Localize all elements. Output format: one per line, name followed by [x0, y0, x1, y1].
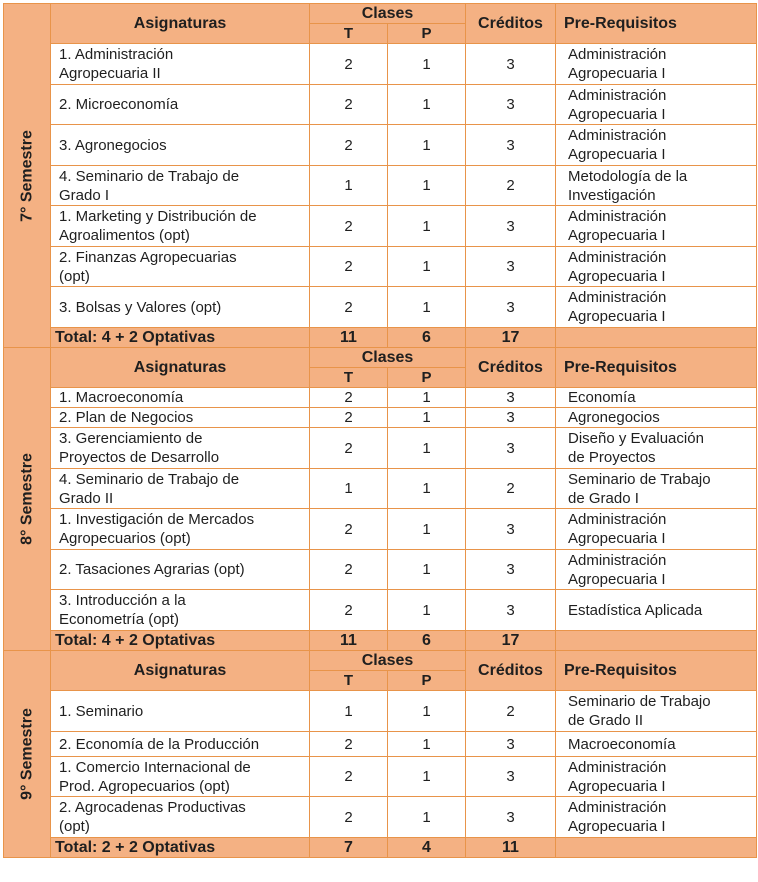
credits-cell: 3	[466, 408, 556, 428]
semester-label-cell	[4, 348, 51, 651]
credits-cell: 2	[466, 691, 556, 732]
total-practice: 6	[388, 631, 466, 651]
prerequisite-cell: Administración Agropecuaria I	[556, 125, 757, 166]
practice-hours-cell: 1	[388, 797, 466, 838]
table-row	[4, 408, 757, 428]
subject-cell: 2. Tasaciones Agrarias (opt)	[51, 550, 310, 590]
table-row	[4, 206, 757, 247]
credits-cell: 3	[466, 125, 556, 166]
semester-label: 8° Semestre	[18, 453, 36, 545]
practice-hours-cell: 1	[388, 85, 466, 125]
practice-hours-cell: 1	[388, 125, 466, 166]
header-row	[4, 348, 757, 368]
subject-cell: 3. Gerenciamiento de Proyectos de Desarrollo	[51, 428, 310, 469]
subject-cell: 1. Macroeconomía	[51, 388, 310, 408]
subject-cell: 2. Agrocadenas Productivas (opt)	[51, 797, 310, 838]
credits-cell: 3	[466, 757, 556, 797]
prerequisite-cell: Administración Agropecuaria I	[556, 550, 757, 590]
prerequisite-cell: Administración Agropecuaria I	[556, 85, 757, 125]
column-header-t: T	[310, 24, 388, 44]
subject-cell: 1. Marketing y Distribución de Agroalimentos (opt)	[51, 206, 310, 247]
subject-cell: 1. Investigación de Mercados Agropecuarios (opt)	[51, 509, 310, 550]
credits-cell: 3	[466, 732, 556, 757]
theory-hours-cell: 2	[310, 797, 388, 838]
subject-cell: 1. Administración Agropecuaria II	[51, 44, 310, 85]
total-empty-cell	[556, 838, 757, 858]
column-header-p: P	[388, 24, 466, 44]
table-row	[4, 509, 757, 550]
credits-cell: 3	[466, 206, 556, 247]
theory-hours-cell: 2	[310, 247, 388, 287]
table-row	[4, 590, 757, 631]
column-header-t: T	[310, 671, 388, 691]
prerequisite-cell: Administración Agropecuaria I	[556, 509, 757, 550]
table-row	[4, 550, 757, 590]
total-label: Total: 2 + 2 Optativas	[51, 838, 310, 858]
practice-hours-cell: 1	[388, 388, 466, 408]
subject-cell: 1. Comercio Internacional de Prod. Agropecuarios (opt)	[51, 757, 310, 797]
theory-hours-cell: 2	[310, 509, 388, 550]
subject-cell: 4. Seminario de Trabajo de Grado I	[51, 166, 310, 206]
semester-label: 9° Semestre	[18, 708, 36, 800]
credits-cell: 3	[466, 247, 556, 287]
total-label: Total: 4 + 2 Optativas	[51, 328, 310, 348]
table-row	[4, 469, 757, 509]
subject-cell: 2. Economía de la Producción	[51, 732, 310, 757]
total-empty-cell	[556, 631, 757, 651]
total-row	[4, 838, 757, 858]
practice-hours-cell: 1	[388, 206, 466, 247]
column-header-clases: Clases	[310, 651, 466, 671]
semester-label-cell	[4, 4, 51, 348]
theory-hours-cell: 1	[310, 166, 388, 206]
theory-hours-cell: 2	[310, 550, 388, 590]
column-header-asignaturas: Asignaturas	[51, 651, 310, 691]
total-row	[4, 328, 757, 348]
theory-hours-cell: 2	[310, 408, 388, 428]
prerequisite-cell: Economía	[556, 388, 757, 408]
total-credits: 17	[466, 631, 556, 651]
column-header-clases: Clases	[310, 4, 466, 24]
column-header-creditos: Créditos	[466, 651, 556, 691]
credits-cell: 2	[466, 166, 556, 206]
practice-hours-cell: 1	[388, 691, 466, 732]
prerequisite-cell: Administración Agropecuaria I	[556, 797, 757, 838]
credits-cell: 3	[466, 287, 556, 328]
table-row	[4, 247, 757, 287]
practice-hours-cell: 1	[388, 732, 466, 757]
total-theory: 11	[310, 328, 388, 348]
prerequisite-cell: Seminario de Trabajo de Grado I	[556, 469, 757, 509]
semester-label: 7° Semestre	[18, 129, 36, 222]
total-theory: 11	[310, 631, 388, 651]
total-practice: 6	[388, 328, 466, 348]
header-row	[4, 4, 757, 24]
theory-hours-cell: 2	[310, 590, 388, 631]
credits-cell: 3	[466, 590, 556, 631]
theory-hours-cell: 2	[310, 732, 388, 757]
theory-hours-cell: 1	[310, 691, 388, 732]
credits-cell: 2	[466, 469, 556, 509]
subject-cell: 4. Seminario de Trabajo de Grado II	[51, 469, 310, 509]
practice-hours-cell: 1	[388, 590, 466, 631]
table-row	[4, 287, 757, 328]
credits-cell: 3	[466, 428, 556, 469]
theory-hours-cell: 2	[310, 757, 388, 797]
subject-cell: 2. Finanzas Agropecuarias (opt)	[51, 247, 310, 287]
practice-hours-cell: 1	[388, 44, 466, 85]
column-header-prerequisitos: Pre-Requisitos	[556, 348, 757, 388]
total-theory: 7	[310, 838, 388, 858]
theory-hours-cell: 2	[310, 287, 388, 328]
credits-cell: 3	[466, 509, 556, 550]
practice-hours-cell: 1	[388, 550, 466, 590]
theory-hours-cell: 2	[310, 85, 388, 125]
theory-hours-cell: 2	[310, 388, 388, 408]
total-empty-cell	[556, 328, 757, 348]
subject-cell: 3. Bolsas y Valores (opt)	[51, 287, 310, 328]
column-header-prerequisitos: Pre-Requisitos	[556, 651, 757, 691]
practice-hours-cell: 1	[388, 287, 466, 328]
subject-cell: 1. Seminario	[51, 691, 310, 732]
practice-hours-cell: 1	[388, 166, 466, 206]
total-credits: 11	[466, 838, 556, 858]
theory-hours-cell: 2	[310, 428, 388, 469]
header-row	[4, 651, 757, 671]
credits-cell: 3	[466, 797, 556, 838]
prerequisite-cell: Diseño y Evaluación de Proyectos	[556, 428, 757, 469]
column-header-prerequisitos: Pre-Requisitos	[556, 4, 757, 44]
column-header-asignaturas: Asignaturas	[51, 348, 310, 388]
semester-label-cell	[4, 651, 51, 858]
prerequisite-cell: Metodología de la Investigación	[556, 166, 757, 206]
credits-cell: 3	[466, 85, 556, 125]
column-header-p: P	[388, 368, 466, 388]
theory-hours-cell: 2	[310, 206, 388, 247]
table-row	[4, 428, 757, 469]
theory-hours-cell: 2	[310, 125, 388, 166]
total-row	[4, 631, 757, 651]
table-row	[4, 85, 757, 125]
table-row	[4, 388, 757, 408]
table-row	[4, 732, 757, 757]
prerequisite-cell: Administración Agropecuaria I	[556, 44, 757, 85]
table-row	[4, 757, 757, 797]
column-header-creditos: Créditos	[466, 348, 556, 388]
prerequisite-cell: Administración Agropecuaria I	[556, 247, 757, 287]
column-header-clases: Clases	[310, 348, 466, 368]
practice-hours-cell: 1	[388, 469, 466, 509]
practice-hours-cell: 1	[388, 428, 466, 469]
column-header-asignaturas: Asignaturas	[51, 4, 310, 44]
prerequisite-cell: Administración Agropecuaria I	[556, 757, 757, 797]
column-header-creditos: Créditos	[466, 4, 556, 44]
credits-cell: 3	[466, 550, 556, 590]
prerequisite-cell: Administración Agropecuaria I	[556, 206, 757, 247]
subject-cell: 2. Plan de Negocios	[51, 408, 310, 428]
subject-cell: 3. Agronegocios	[51, 125, 310, 166]
prerequisite-cell: Seminario de Trabajo de Grado II	[556, 691, 757, 732]
column-header-p: P	[388, 671, 466, 691]
column-header-t: T	[310, 368, 388, 388]
theory-hours-cell: 2	[310, 44, 388, 85]
practice-hours-cell: 1	[388, 408, 466, 428]
prerequisite-cell: Administración Agropecuaria I	[556, 287, 757, 328]
total-label: Total: 4 + 2 Optativas	[51, 631, 310, 651]
table-row	[4, 166, 757, 206]
prerequisite-cell: Agronegocios	[556, 408, 757, 428]
table-row	[4, 125, 757, 166]
subject-cell: 3. Introducción a la Econometría (opt)	[51, 590, 310, 631]
practice-hours-cell: 1	[388, 509, 466, 550]
credits-cell: 3	[466, 44, 556, 85]
table-row	[4, 44, 757, 85]
total-credits: 17	[466, 328, 556, 348]
total-practice: 4	[388, 838, 466, 858]
prerequisite-cell: Estadística Aplicada	[556, 590, 757, 631]
theory-hours-cell: 1	[310, 469, 388, 509]
curriculum-table	[3, 3, 757, 858]
credits-cell: 3	[466, 388, 556, 408]
subject-cell: 2. Microeconomía	[51, 85, 310, 125]
table-row	[4, 691, 757, 732]
prerequisite-cell: Macroeconomía	[556, 732, 757, 757]
practice-hours-cell: 1	[388, 247, 466, 287]
table-row	[4, 797, 757, 838]
practice-hours-cell: 1	[388, 757, 466, 797]
